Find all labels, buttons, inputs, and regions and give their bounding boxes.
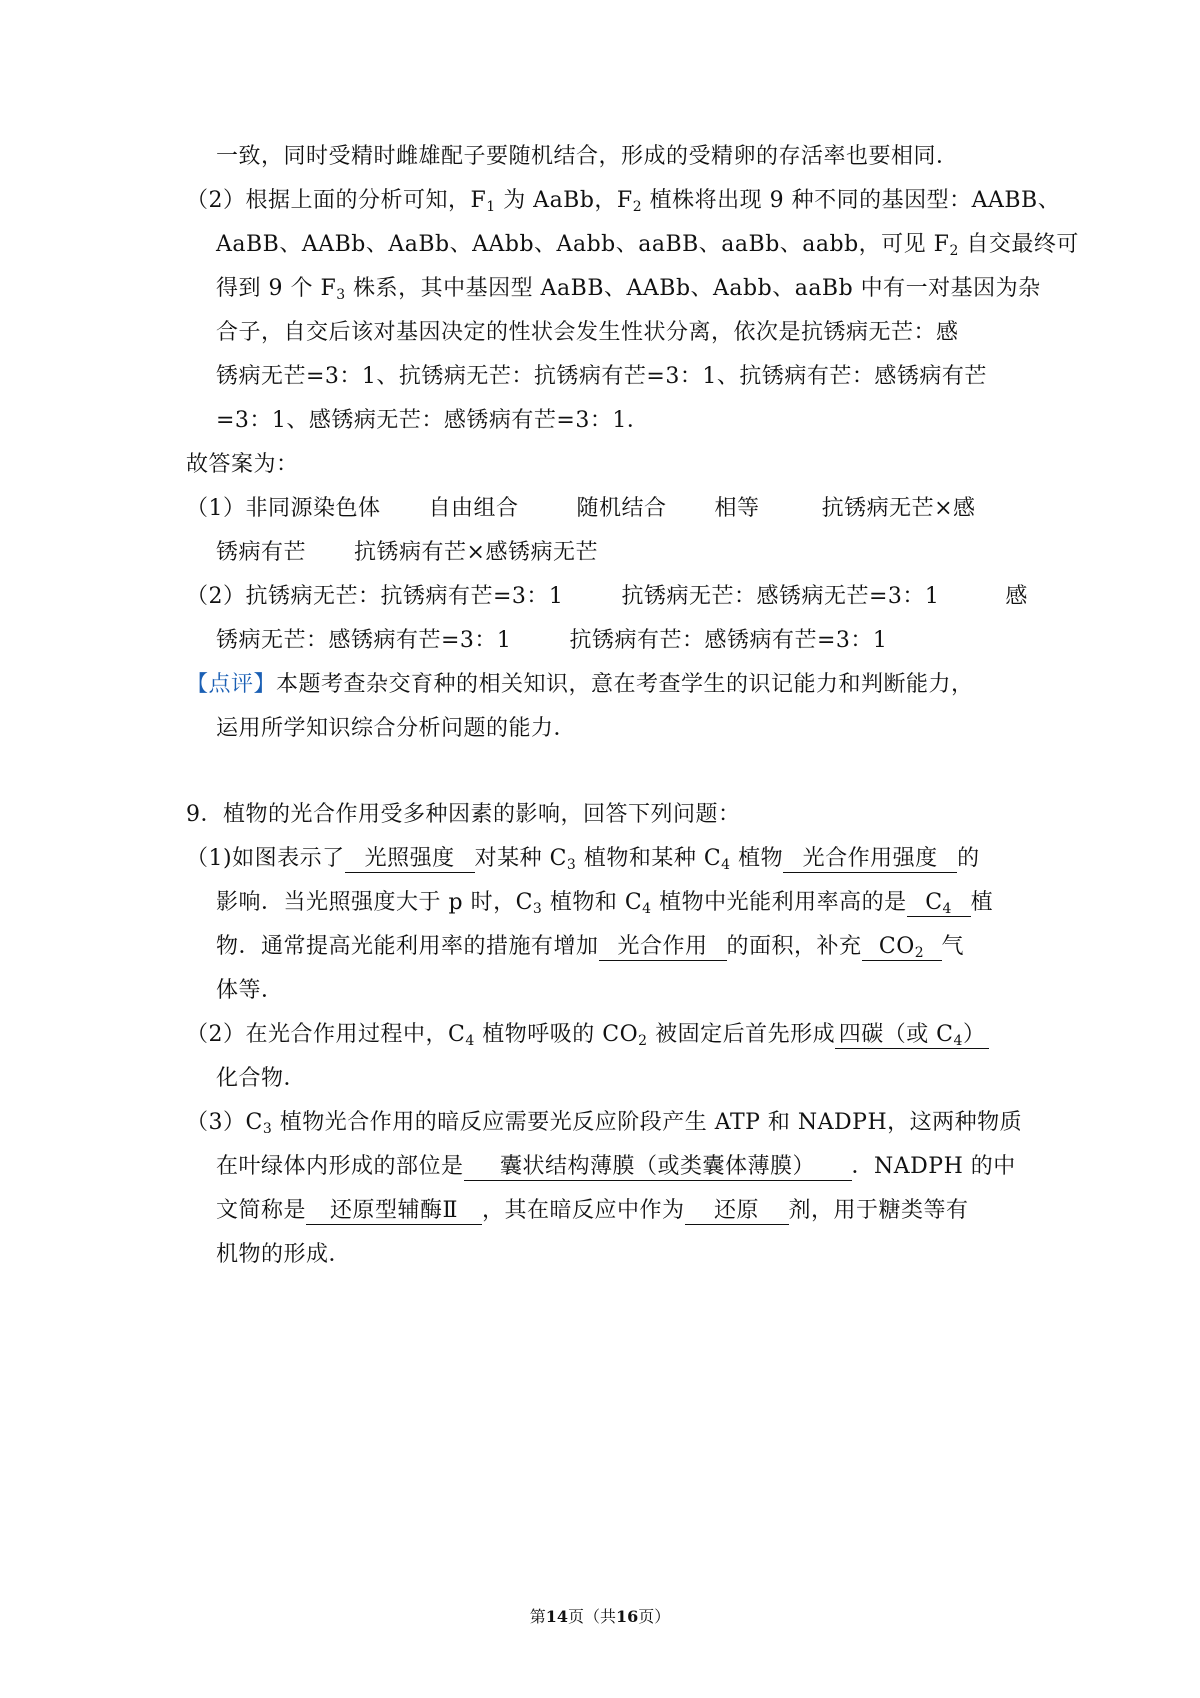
answer-line (216, 362, 987, 392)
text: 植物中光能利用率高的是 (659, 890, 907, 915)
text: 对某种 C (474, 846, 567, 871)
text: ） (962, 1022, 986, 1047)
answer-line (216, 318, 959, 348)
text: 植株将出现 9 种不同的基因型：AABB、 (649, 188, 1061, 213)
answer-blank: 还原型辅酶Ⅱ (306, 1198, 482, 1225)
text: 自交最终可 (966, 232, 1079, 257)
answer-blank: 光合作用 (599, 934, 727, 961)
question-line (216, 1240, 351, 1270)
text: （1） (186, 496, 246, 521)
text: 物．通常提高光能利用率的措施有增加 (216, 934, 599, 959)
subscript: 4 (642, 901, 652, 917)
page-total: 16 (616, 1607, 639, 1626)
answer-line (216, 142, 959, 172)
question-line (216, 888, 993, 918)
question-line (216, 1196, 969, 1226)
answer-blank: 还原 (685, 1198, 789, 1225)
answer-list-2-cont (216, 626, 887, 656)
text: ．NADPH 的中 (851, 1154, 1016, 1179)
text: 一致，同时受精时雌雄配子要随机结合，形成的受精卵的存活率也要相同． (216, 144, 959, 169)
text: ，其在暗反应中作为 (482, 1198, 685, 1223)
text: （3）C (186, 1110, 263, 1135)
question-line (216, 1064, 306, 1094)
answer-heading (186, 450, 299, 480)
question-line (216, 1152, 1016, 1182)
subscript: 2 (949, 243, 959, 259)
answer-blank: 光照强度 (345, 846, 475, 873)
subscript: 3 (336, 287, 346, 303)
question-line (216, 976, 284, 1006)
text: 化合物． (216, 1066, 307, 1091)
text: 植物光合作用的暗反应需要光反应阶段产生 ATP 和 NADPH，这两种物质 (279, 1110, 1023, 1135)
text: 在叶绿体内形成的部位是 (216, 1154, 464, 1179)
text: 文简称是 (216, 1198, 307, 1223)
answer-item: 非同源染色体 (245, 496, 381, 521)
subscript: 2 (638, 1033, 648, 1049)
page-footer (0, 1606, 1200, 1628)
answer-item: 相等 (714, 496, 760, 521)
subscript: 3 (566, 857, 577, 873)
answer-item: 抗锈病无芒：感锈病无芒=3：1 (621, 584, 940, 609)
text: C (925, 890, 943, 915)
text: （2）根据上面的分析可知，F (186, 188, 487, 213)
subscript: 2 (632, 199, 643, 215)
text: 的 (957, 846, 980, 871)
answer-item: 抗锈病无芒：抗锈病有芒=3：1 (245, 584, 564, 609)
text: 锈病无芒=3：1、抗锈病无芒：抗锈病有芒=3：1、抗锈病有芒：感锈病有芒 (216, 364, 987, 389)
text: 合子，自交后该对基因决定的性状会发生性状分离，依次是抗锈病无芒：感 (216, 320, 959, 345)
review-tag: 【点评】 (186, 672, 277, 697)
answer-list-2 (186, 582, 1028, 612)
question-line (216, 932, 964, 962)
text: 9．植物的光合作用受多种因素的影响，回答下列问题： (186, 802, 741, 827)
subscript: 4 (942, 901, 952, 917)
text: 株系，其中基因型 AaBB、AABb、Aabb、aaBb 中有一对基因为杂 (353, 276, 1041, 301)
text: 故答案为： (186, 452, 299, 477)
answer-item: 抗锈病无芒×感 (821, 496, 976, 521)
answer-blank: 光合作用强度 (783, 846, 957, 873)
text: 植 (970, 890, 994, 915)
answer-item: 抗锈病有芒：感锈病有芒=3：1 (569, 628, 888, 653)
text: 页） (638, 1607, 671, 1626)
text: CO (878, 934, 915, 959)
text: 机物的形成． (216, 1242, 352, 1267)
answer-list-1-cont (216, 538, 598, 568)
answer-blank (862, 934, 942, 961)
answer-line (216, 406, 649, 436)
subscript: 3 (532, 901, 543, 917)
answer-blank (907, 890, 971, 917)
question-line (186, 1108, 1022, 1138)
text: 得到 9 个 F (216, 276, 337, 301)
text: 植物呼吸的 CO (482, 1022, 639, 1047)
text: 气 (941, 934, 965, 959)
answer-item: 感 (1005, 584, 1028, 609)
text: （2） (186, 584, 246, 609)
subscript: 1 (486, 199, 496, 215)
answer-item: 抗锈病有芒×感锈病无芒 (354, 540, 598, 565)
text: 四碳（或 C (838, 1022, 954, 1047)
text: AaBB、AABb、AaBb、AAbb、Aabb、aaBB、aaBb、aabb，可见 F (216, 232, 950, 257)
answer-item: 锈病无芒：感锈病有芒=3：1 (216, 628, 512, 653)
text: 为 AaBb，F (503, 188, 633, 213)
review-line (216, 714, 576, 744)
text: 植物 (738, 846, 784, 871)
subscript: 3 (262, 1121, 273, 1137)
text: 剂，用于糖类等有 (788, 1198, 969, 1223)
page-number: 14 (545, 1607, 568, 1626)
answer-line (186, 186, 1060, 216)
answer-item: 自由组合 (428, 496, 519, 521)
subscript: 4 (953, 1033, 963, 1049)
answer-line (216, 274, 1041, 304)
text: （2）在光合作用过程中，C (186, 1022, 466, 1047)
review-line (186, 670, 974, 700)
answer-blank (835, 1022, 989, 1049)
question-line (186, 1020, 989, 1050)
subscript: 2 (914, 945, 925, 961)
answer-item: 随机结合 (576, 496, 667, 521)
question-9-title (186, 800, 741, 830)
text: 被固定后首先形成 (655, 1022, 836, 1047)
answer-line (216, 230, 1079, 260)
answer-item: 锈病有芒 (216, 540, 307, 565)
text: 页（共 (567, 1607, 616, 1626)
question-line (186, 844, 980, 874)
text: 本题考查杂交育种的相关知识，意在考查学生的识记能力和判断能力， (276, 672, 974, 697)
text: 的面积，补充 (726, 934, 862, 959)
text: 运用所学知识综合分析问题的能力． (216, 716, 577, 741)
text: 影响．当光照强度大于 p 时，C (216, 890, 533, 915)
subscript: 4 (721, 857, 731, 873)
text: 植物和某种 C (583, 846, 722, 871)
text: 体等． (216, 978, 284, 1003)
answer-blank: 囊状结构薄膜（或类囊体薄膜） (464, 1154, 852, 1181)
text: 植物和 C (549, 890, 643, 915)
subscript: 4 (465, 1033, 475, 1049)
answer-list-1 (186, 494, 976, 524)
text: （1)如图表示了 (186, 846, 345, 871)
text: =3：1、感锈病无芒：感锈病有芒=3：1． (216, 408, 650, 433)
text: 第 (529, 1607, 546, 1626)
